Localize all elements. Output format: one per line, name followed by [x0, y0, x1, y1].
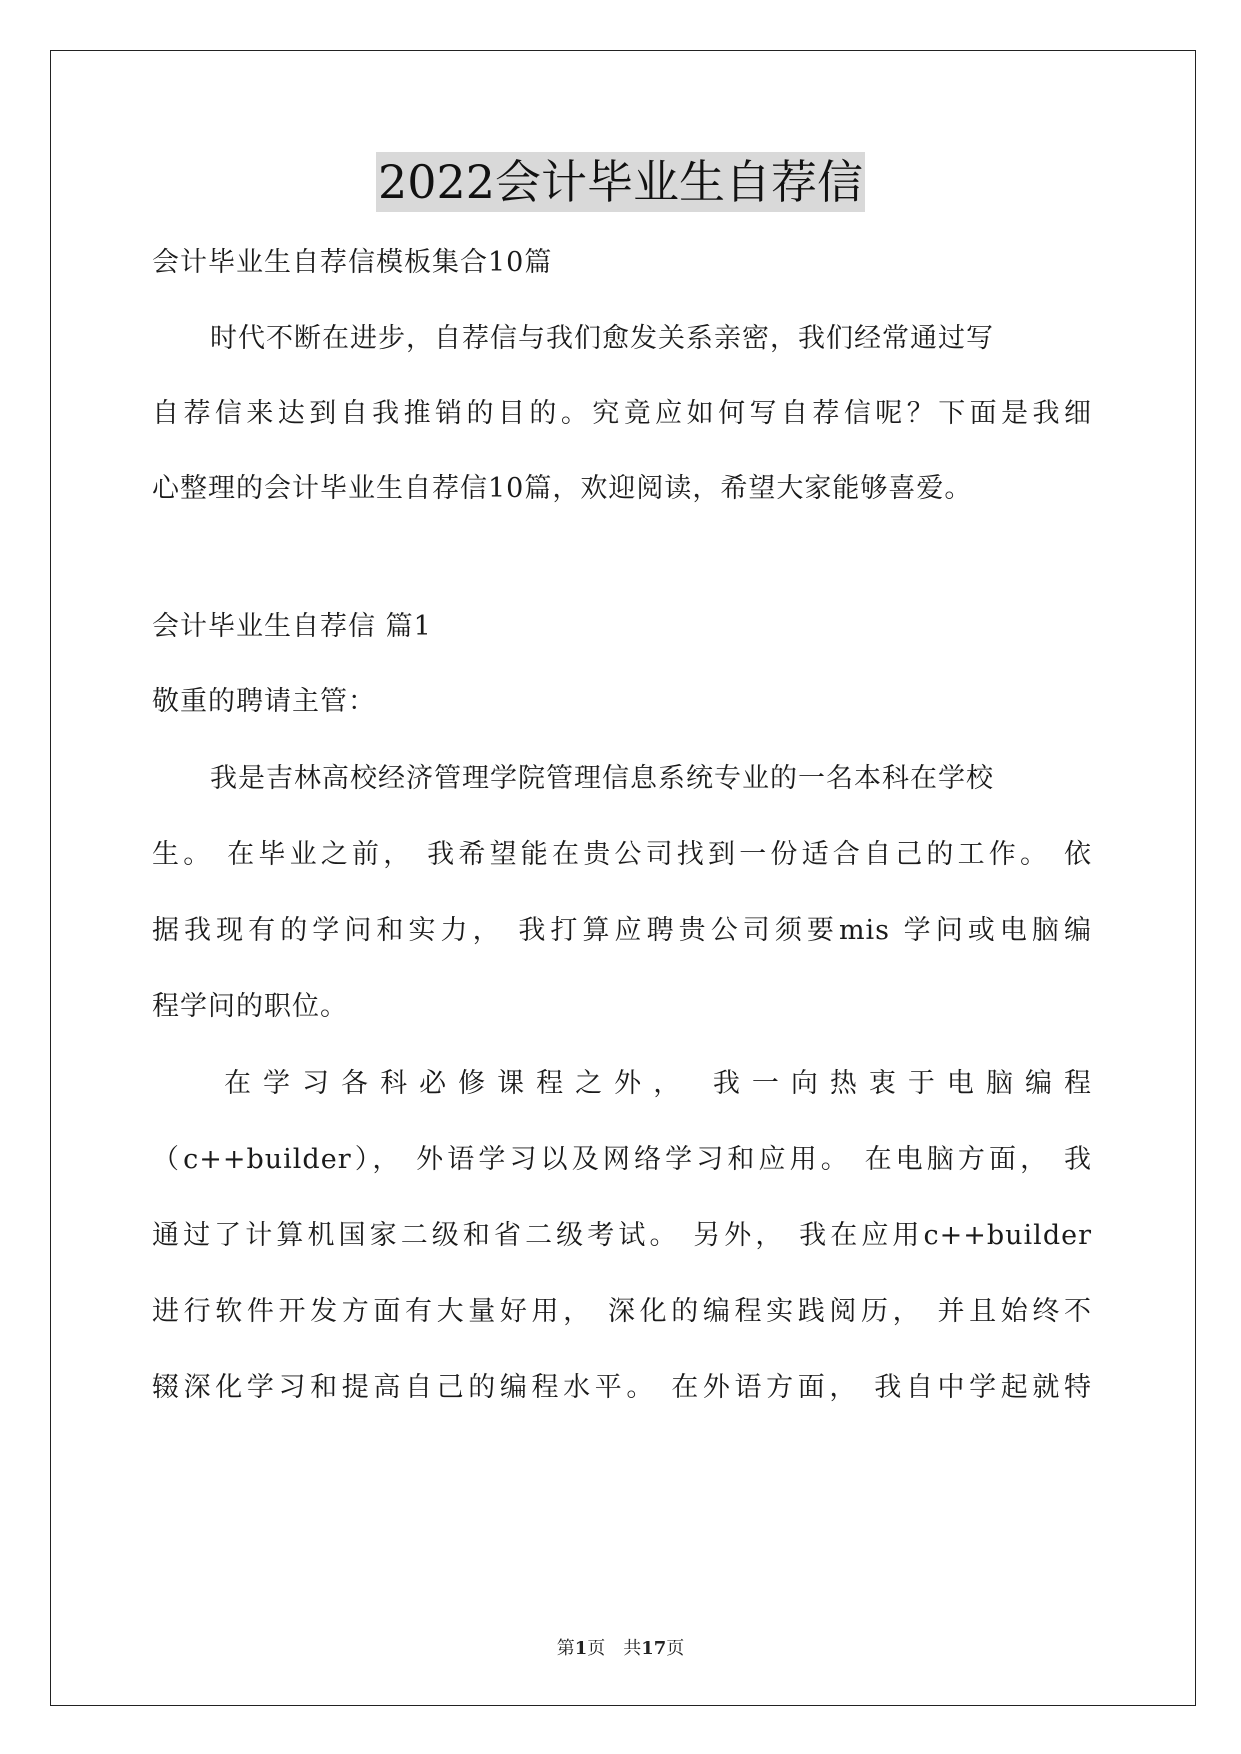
- para2-line-2: （c++builder）， 外语学习以及网络学习和应用。 在电脑方面， 我: [152, 1144, 1092, 1175]
- para1-line-2: 生。 在毕业之前， 我希望能在贵公司找到一份适合自己的工作。 依: [152, 839, 1092, 870]
- para1-line-4: 程学问的职位。: [152, 991, 348, 1022]
- page-footer: [0, 1634, 1241, 1660]
- salutation: 敬重的聘请主管：: [152, 686, 376, 717]
- intro-line-2: 自荐信来达到自我推销的目的。究竟应如何写自荐信呢？下面是我细: [152, 398, 1092, 429]
- footer-mid: 页 共: [587, 1638, 642, 1659]
- para1-line-1: 我是吉林高校经济管理学院管理信息系统专业的一名本科在学校: [210, 763, 994, 794]
- para2-line-5: 辍深化学习和提高自己的编程水平。 在外语方面， 我自中学起就特: [152, 1372, 1092, 1403]
- footer-suffix: 页: [666, 1638, 685, 1659]
- para2-line-3: 通过了计算机国家二级和省二级考试。 另外， 我在应用c++builder: [152, 1220, 1092, 1251]
- para2-line-1: 在学习各科必修课程之外， 我一向热衷于电脑编程: [224, 1068, 1092, 1099]
- intro-line-1: 时代不断在进步，自荐信与我们愈发关系亲密，我们经常通过写: [210, 323, 994, 354]
- para2-line-4: 进行软件开发方面有大量好用， 深化的编程实践阅历， 并且始终不: [152, 1296, 1092, 1327]
- para1-line-3: 据我现有的学问和实力， 我打算应聘贵公司须要mis 学问或电脑编: [152, 915, 1092, 946]
- footer-prefix: 第: [556, 1638, 575, 1659]
- page-title: 2022会计毕业生自荐信: [376, 152, 865, 212]
- section-heading: 会计毕业生自荐信 篇1: [152, 611, 432, 642]
- footer-page-number: 1: [574, 1638, 588, 1659]
- subtitle: 会计毕业生自荐信模板集合10篇: [152, 247, 553, 278]
- page-border: [50, 50, 1196, 1706]
- footer-page-total: 17: [641, 1638, 667, 1659]
- intro-line-3: 心整理的会计毕业生自荐信10篇，欢迎阅读，希望大家能够喜爱。: [152, 473, 973, 504]
- title-container: [0, 152, 1241, 212]
